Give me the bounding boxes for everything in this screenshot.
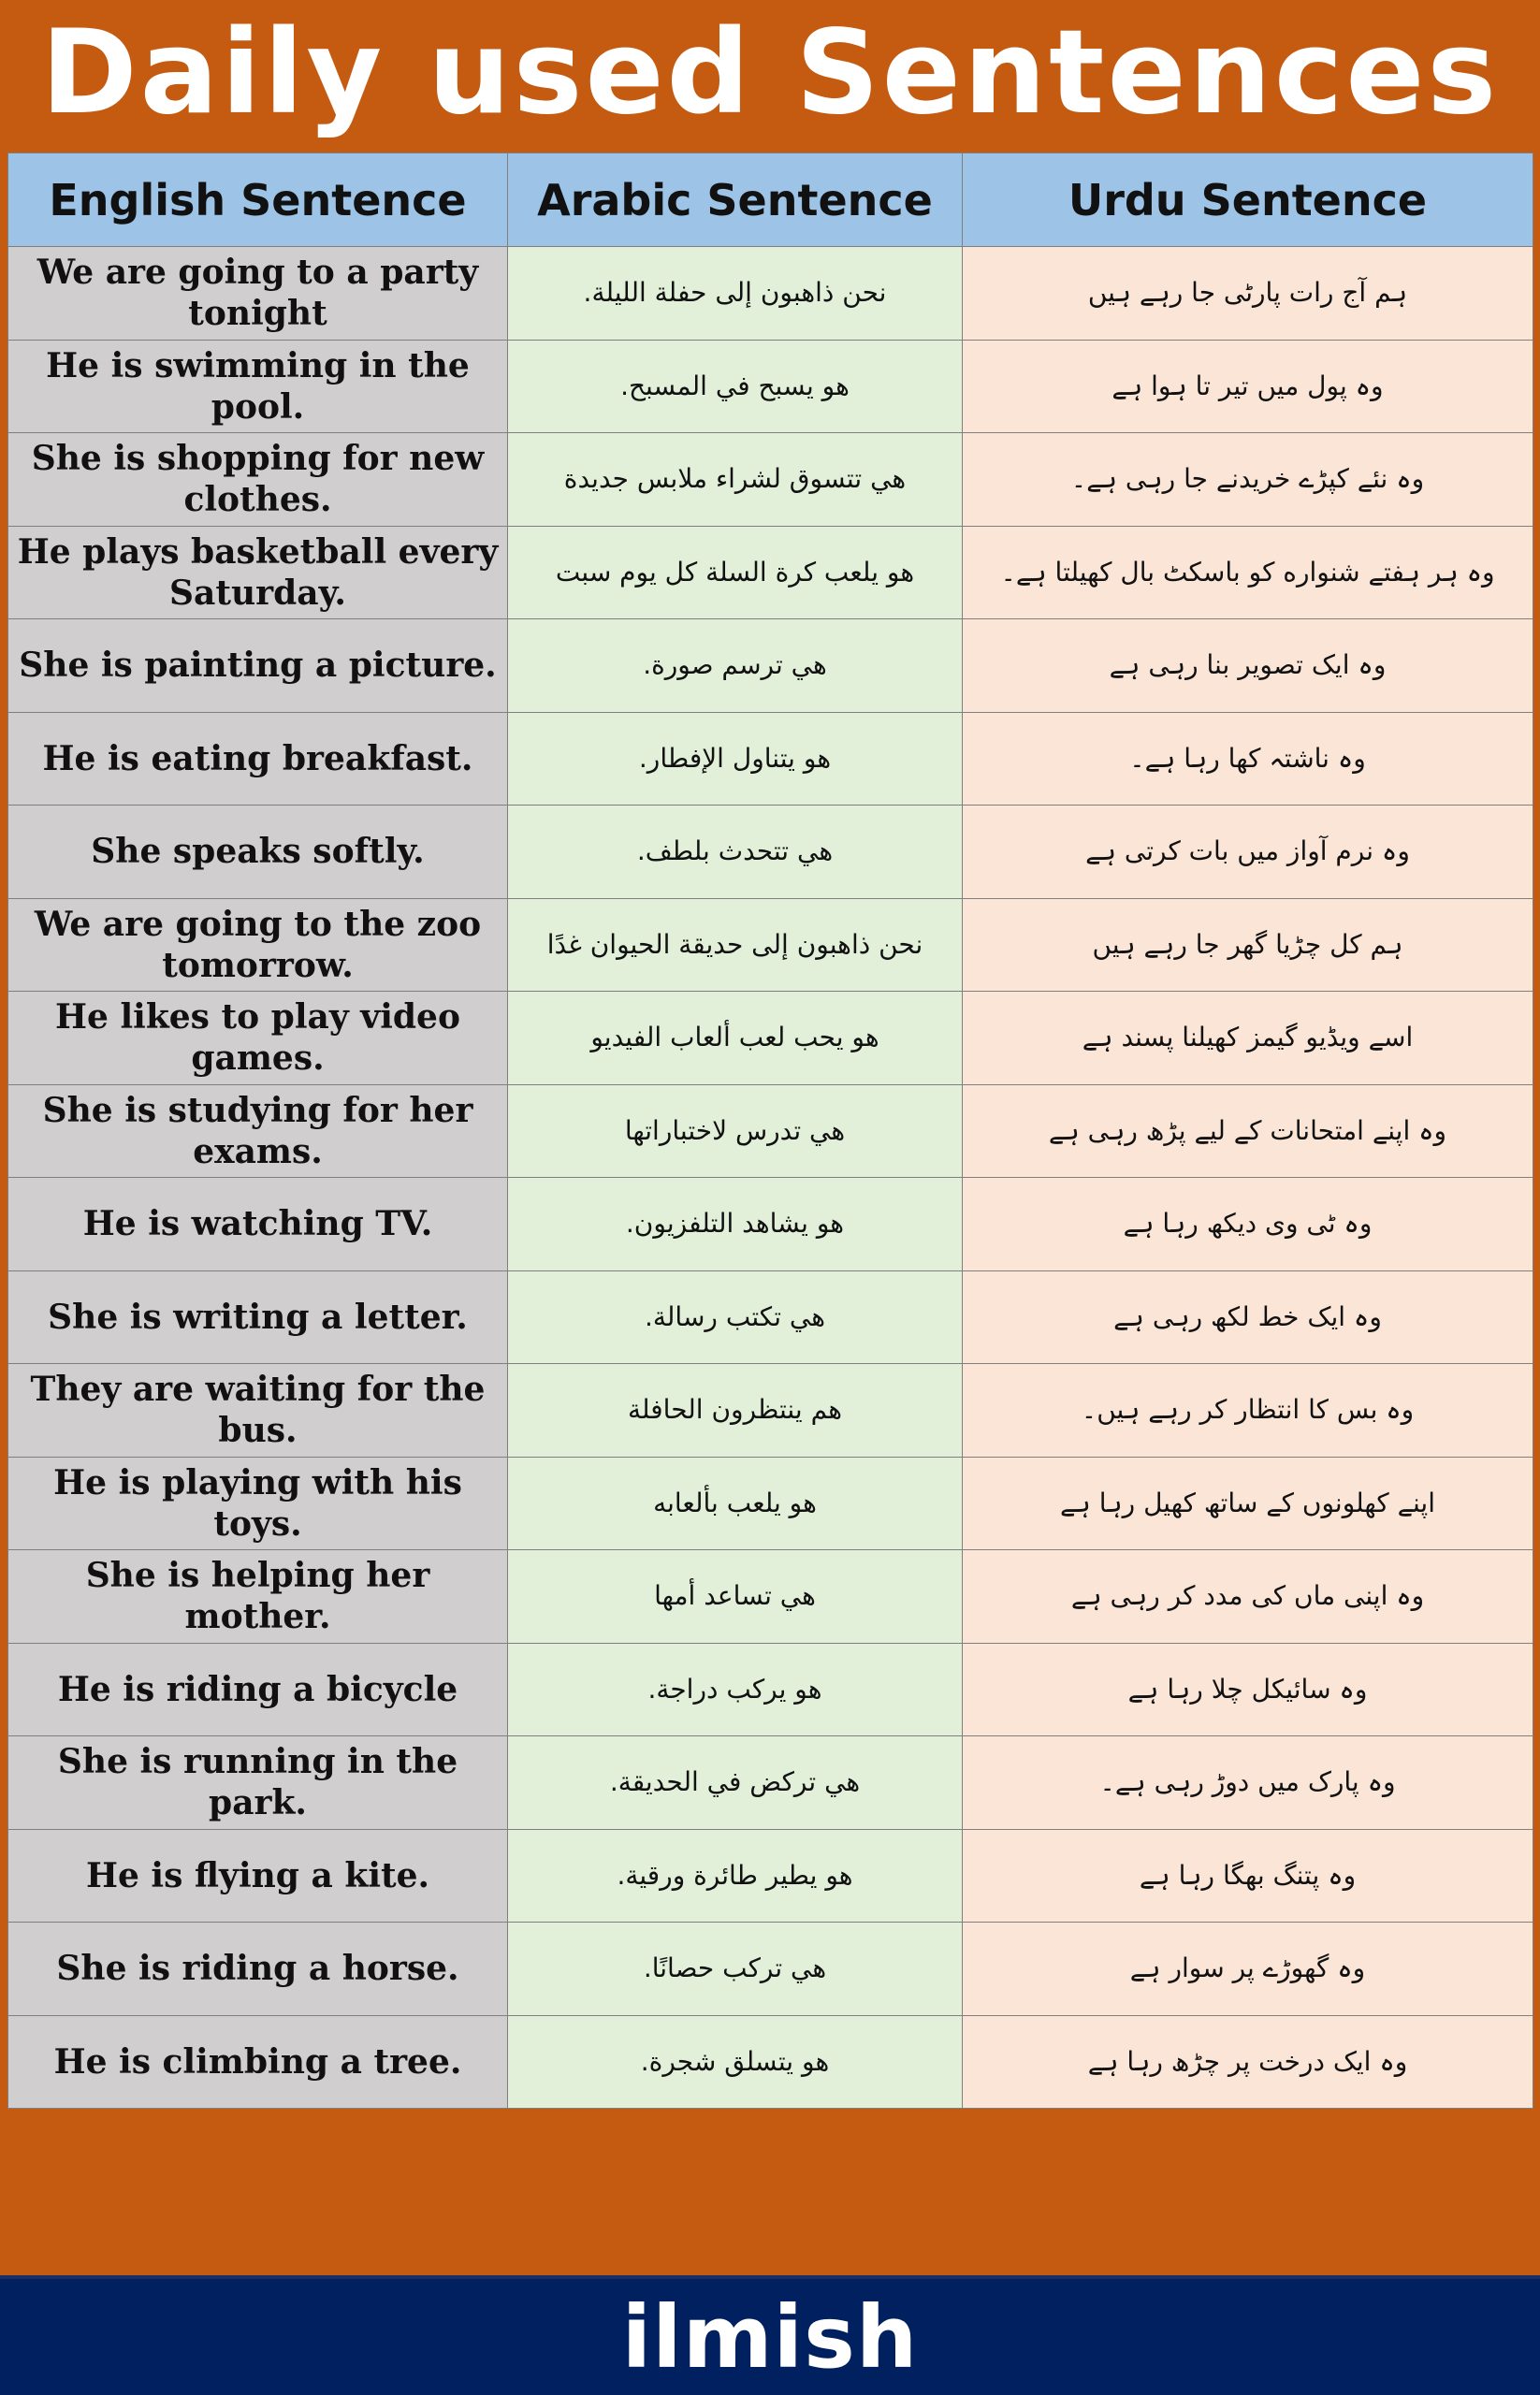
table-row [8, 433, 1533, 527]
table-row [8, 1829, 1533, 1923]
english-cell: She is studying for her exams. [8, 1084, 508, 1178]
arabic-cell: هو يتسلق شجرة. [508, 2015, 963, 2109]
english-cell: He is riding a bicycle [8, 1643, 508, 1736]
table-row [8, 247, 1533, 341]
english-cell: She is shopping for new clothes. [8, 433, 508, 527]
english-cell: He is swimming in the pool. [8, 340, 508, 433]
table-row [8, 2015, 1533, 2109]
table-row [8, 526, 1533, 619]
english-cell: She is riding a horse. [8, 1923, 508, 2016]
english-cell: He is eating breakfast. [8, 712, 508, 806]
table-row [8, 1643, 1533, 1736]
page-title: Daily used Sentences [40, 5, 1500, 140]
english-cell: She is helping her mother. [8, 1550, 508, 1644]
urdu-cell: وہ اپنے امتحانات کے لیے پڑھ رہی ہے [963, 1084, 1533, 1178]
english-cell: We are going to the zoo tomorrow. [8, 898, 508, 992]
english-cell: She is painting a picture. [8, 619, 508, 713]
arabic-cell: هو يركب دراجة. [508, 1643, 963, 1736]
english-cell: They are waiting for the bus. [8, 1364, 508, 1458]
urdu-cell: وہ بس کا انتظار کر رہے ہیں۔ [963, 1364, 1533, 1458]
arabic-cell: هم ينتظرون الحافلة [508, 1364, 963, 1458]
table-row [8, 1736, 1533, 1830]
arabic-cell: هو يحب لعب ألعاب الفيديو [508, 992, 963, 1085]
table-row [8, 619, 1533, 713]
urdu-cell: وہ ایک خط لکھ رہی ہے [963, 1270, 1533, 1364]
table-row [8, 340, 1533, 433]
arabic-cell: هي تركض في الحديقة. [508, 1736, 963, 1830]
arabic-cell: هي تساعد أمها [508, 1550, 963, 1644]
english-cell: We are going to a party tonight [8, 247, 508, 341]
arabic-cell: هي ترسم صورة. [508, 619, 963, 713]
brand-footer: ilmish [0, 2275, 1540, 2395]
urdu-cell: وہ پتنگ بھگا رہا ہے [963, 1829, 1533, 1923]
arabic-cell: هو يسبح في المسبح. [508, 340, 963, 433]
arabic-cell: هو يشاهد التلفزيون. [508, 1178, 963, 1271]
table-row [8, 1550, 1533, 1644]
arabic-cell: هي تدرس لاختباراتها [508, 1084, 963, 1178]
table-row [8, 1270, 1533, 1364]
english-cell: He plays basketball every Saturday. [8, 526, 508, 619]
english-cell: He is watching TV. [8, 1178, 508, 1271]
table-row [8, 806, 1533, 899]
table-row [8, 1923, 1533, 2016]
arabic-cell: هو يلعب كرة السلة كل يوم سبت [508, 526, 963, 619]
table-row [8, 1457, 1533, 1550]
english-cell: She is running in the park. [8, 1736, 508, 1830]
urdu-cell: وہ ہر ہفتے شنواره کو باسکٹ بال کھیلتا ہے۔ [963, 526, 1533, 619]
urdu-cell: وہ ایک درخت پر چڑھ رہا ہے [963, 2015, 1533, 2109]
urdu-cell: وہ نرم آواز میں بات کرتی ہے [963, 806, 1533, 899]
urdu-cell: ہم آج رات پارٹی جا رہے ہیں [963, 247, 1533, 341]
english-cell: He is playing with his toys. [8, 1457, 508, 1550]
arabic-cell: هي تتحدث بلطف. [508, 806, 963, 899]
header-english: English Sentence [8, 153, 508, 247]
urdu-cell: وہ پارک میں دوڑ رہی ہے۔ [963, 1736, 1533, 1830]
header-urdu: Urdu Sentence [963, 153, 1533, 247]
urdu-cell: وہ ایک تصویر بنا رہی ہے [963, 619, 1533, 713]
urdu-cell: ہم کل چڑیا گھر جا رہے ہیں [963, 898, 1533, 992]
english-cell: He is climbing a tree. [8, 2015, 508, 2109]
urdu-cell: وہ ٹی وی دیکھ رہا ہے [963, 1178, 1533, 1271]
english-cell: He likes to play video games. [8, 992, 508, 1085]
english-cell: He is flying a kite. [8, 1829, 508, 1923]
urdu-cell: وہ پول میں تیر تا ہوا ہے [963, 340, 1533, 433]
table-row [8, 1178, 1533, 1271]
arabic-cell: هي تكتب رسالة. [508, 1270, 963, 1364]
table-row [8, 1084, 1533, 1178]
arabic-cell: نحن ذاهبون إلى حفلة الليلة. [508, 247, 963, 341]
table-row [8, 1364, 1533, 1458]
table-header-row [8, 153, 1533, 247]
header-arabic: Arabic Sentence [508, 153, 963, 247]
arabic-cell: هو يطير طائرة ورقية. [508, 1829, 963, 1923]
table-row [8, 992, 1533, 1085]
sentences-table [7, 152, 1533, 2109]
arabic-cell: هي تتسوق لشراء ملابس جديدة [508, 433, 963, 527]
arabic-cell: هو يلعب بألعابه [508, 1457, 963, 1550]
urdu-cell: وہ نئے کپڑے خریدنے جا رہی ہے۔ [963, 433, 1533, 527]
urdu-cell: وہ سائیکل چلا رہا ہے [963, 1643, 1533, 1736]
arabic-cell: نحن ذاهبون إلى حديقة الحيوان غدًا [508, 898, 963, 992]
table-row [8, 898, 1533, 992]
urdu-cell: وہ گھوڑے پر سوار ہے [963, 1923, 1533, 2016]
english-cell: She speaks softly. [8, 806, 508, 899]
urdu-cell: وہ ناشتہ کھا رہا ہے۔ [963, 712, 1533, 806]
arabic-cell: هو يتناول الإفطار. [508, 712, 963, 806]
urdu-cell: اسے ویڈیو گیمز کھیلنا پسند ہے [963, 992, 1533, 1085]
english-cell: She is writing a letter. [8, 1270, 508, 1364]
urdu-cell: اپنے کھلونوں کے ساتھ کھیل رہا ہے [963, 1457, 1533, 1550]
table-row [8, 712, 1533, 806]
arabic-cell: هي تركب حصانًا. [508, 1923, 963, 2016]
urdu-cell: وہ اپنی ماں کی مدد کر رہی ہے [963, 1550, 1533, 1644]
